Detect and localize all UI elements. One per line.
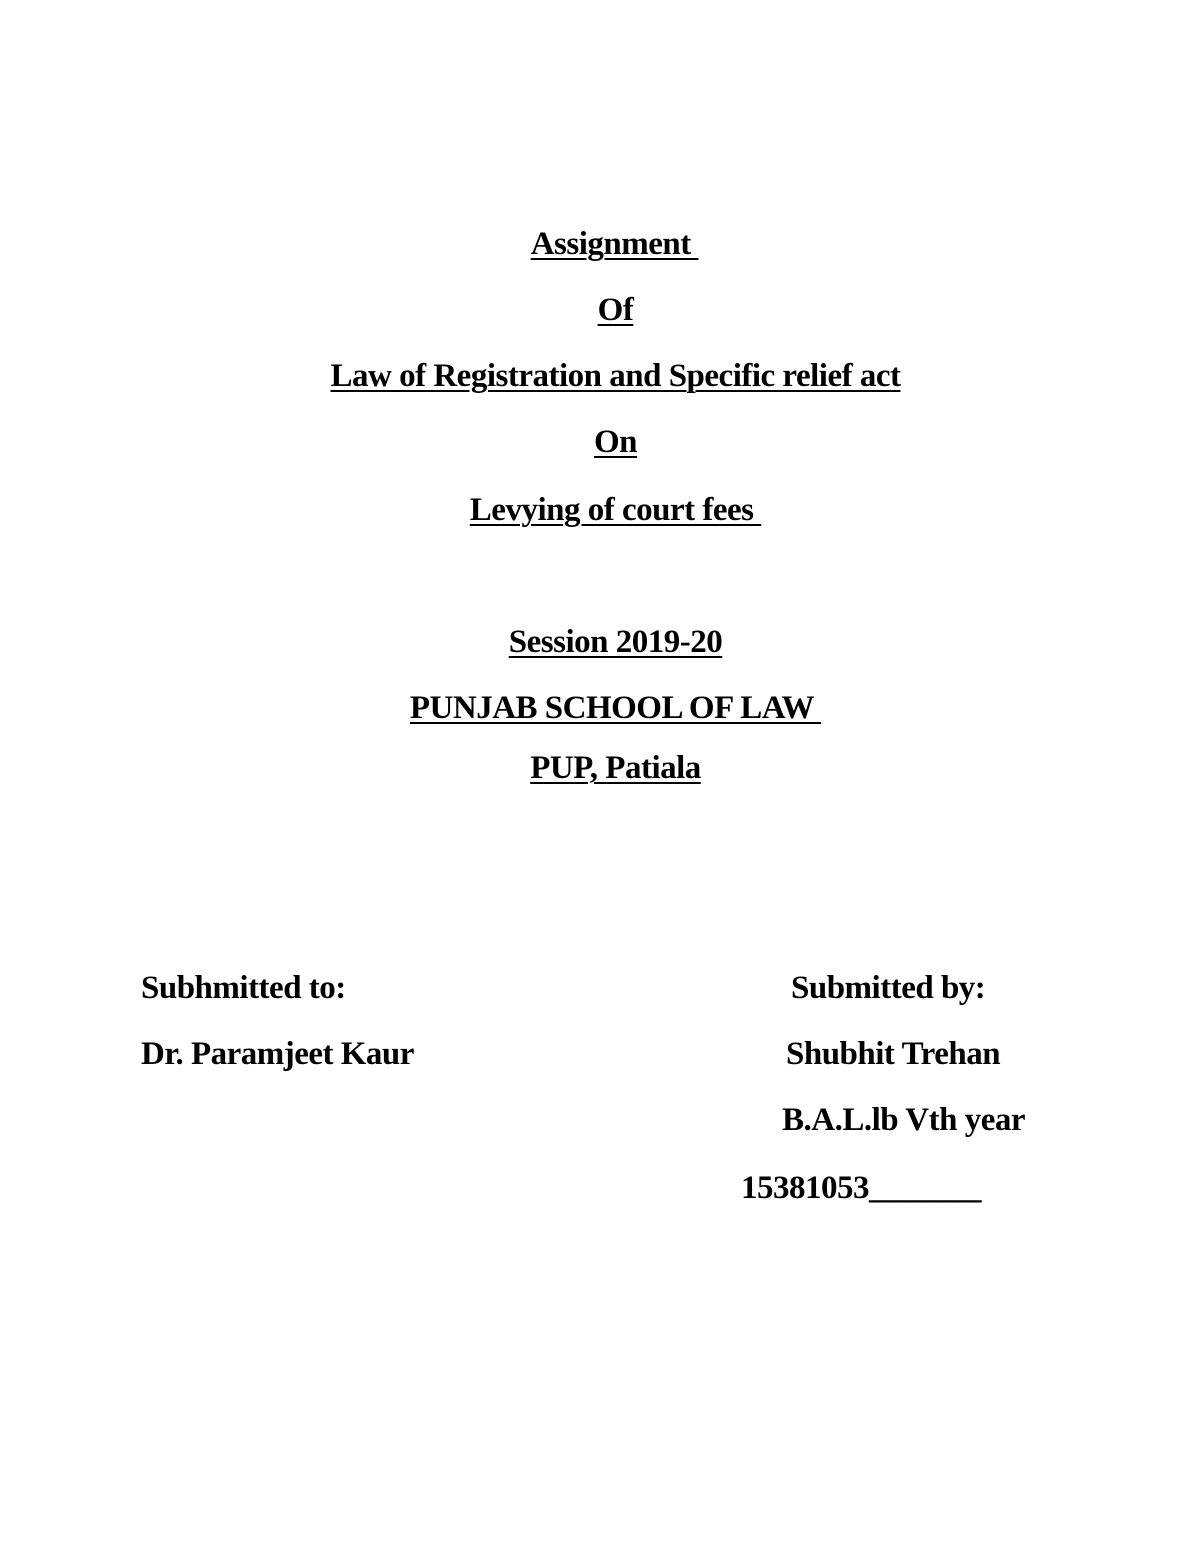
title-of-text: Of [597,292,634,328]
school-text: PUNJAB SCHOOL OF LAW [409,690,822,726]
university-line [0,708,1200,828]
submitted-by-name: Shubhit Trehan [786,1036,1001,1072]
title-topic-text: Levying of court fees [469,492,762,528]
submitted-to-label: Subhmitted to: [141,970,346,1006]
university-text: PUP, Patiala [530,750,701,786]
title-subject-text: Law of Registration and Specific relief act [330,358,901,394]
submitted-by-label: Submitted by: [791,970,986,1006]
session-text: Session 2019-20 [508,624,723,660]
submitted-by-course: B.A.L.lb Vth year [782,1102,1025,1138]
title-assignment-text: Assignment [530,226,699,262]
submitted-to-name: Dr. Paramjeet Kaur [141,1036,414,1072]
title-on-text: On [593,424,638,460]
submitted-by-roll-number: 15381053_______ [741,1170,981,1206]
title-topic [0,450,1200,570]
